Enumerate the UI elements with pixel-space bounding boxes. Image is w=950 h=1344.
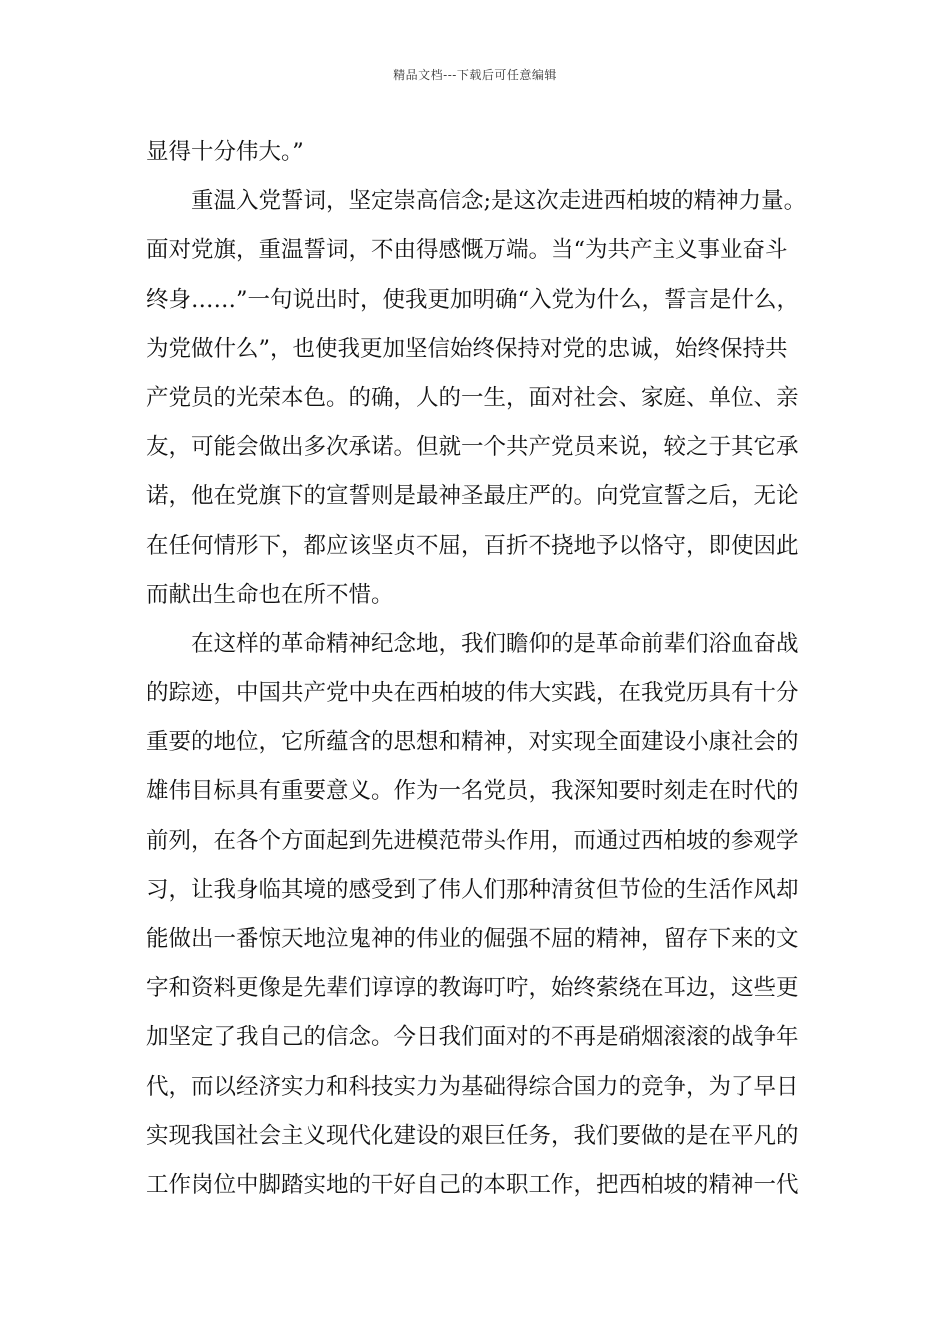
text-line: 能做出一番惊天地泣鬼神的伟业的倔强不屈的精神，留存下来的文 bbox=[146, 926, 799, 952]
document-body bbox=[146, 128, 806, 1210]
text-line: 工作岗位中脚踏实地的干好自己的本职工作，把西柏坡的精神一代 bbox=[146, 1171, 799, 1198]
text-line: 友，可能会做出多次承诺。但就一个共产党员来说，较之于其它承 bbox=[146, 434, 799, 461]
text-line: 在这样的革命精神纪念地，我们瞻仰的是革命前辈们浴血奋战 bbox=[191, 630, 799, 657]
text-line: 雄伟目标具有重要意义。作为一名党员，我深知要时刻走在时代的 bbox=[146, 778, 799, 805]
text-line: 诺，他在党旗下的宣誓则是最神圣最庄严的。向党宣誓之后，无论 bbox=[146, 483, 799, 510]
text-line: 字和资料更像是先辈们谆谆的教诲叮咛，始终萦绕在耳边，这些更 bbox=[146, 975, 799, 1002]
text-line: 重要的地位，它所蕴含的思想和精神，对实现全面建设小康社会的 bbox=[146, 729, 799, 756]
text-line: 面对党旗，重温誓词，不由得感慨万端。当“为共产主义事业奋斗 bbox=[146, 237, 788, 264]
text-line: 产党员的光荣本色。的确，人的一生，面对社会、家庭、单位、亲 bbox=[146, 384, 799, 411]
text-line: 而献出生命也在所不惜。 bbox=[146, 581, 394, 608]
paragraph bbox=[146, 128, 806, 177]
text-line: 代，而以经济实力和科技实力为基础得综合国力的竞争，为了早日 bbox=[146, 1073, 799, 1100]
text-line: 为党做什么”，也使我更加坚信始终保持对党的忠诚，始终保持共 bbox=[146, 335, 788, 362]
paragraph bbox=[146, 177, 806, 620]
text-line: 在任何情形下，都应该坚贞不屈，百折不挠地予以恪守，即使因此 bbox=[146, 532, 799, 559]
text-line: 显得十分伟大。” bbox=[146, 139, 304, 165]
text-line: 实现我国社会主义现代化建设的艰巨任务，我们要做的是在平凡的 bbox=[146, 1122, 799, 1149]
page-header: 精品文档---下载后可任意编辑 bbox=[393, 68, 557, 82]
text-line: 习，让我身临其境的感受到了伟人们那种清贫但节俭的生活作风却 bbox=[146, 876, 799, 903]
text-line: 重温入党誓词，坚定崇高信念;是这次走进西柏坡的精神力量。 bbox=[191, 188, 807, 215]
text-line: 前列，在各个方面起到先进模范带头作用，而通过西柏坡的参观学 bbox=[146, 827, 799, 854]
text-line: 终身……”一句说出时，使我更加明确“入党为什么，誓言是什么， bbox=[146, 286, 800, 313]
text-line: 加坚定了我自己的信念。今日我们面对的不再是硝烟滚滚的战争年 bbox=[146, 1024, 799, 1051]
text-line: 的踪迹，中国共产党中央在西柏坡的伟大实践，在我党历具有十分 bbox=[146, 680, 799, 707]
paragraph bbox=[146, 620, 806, 1210]
